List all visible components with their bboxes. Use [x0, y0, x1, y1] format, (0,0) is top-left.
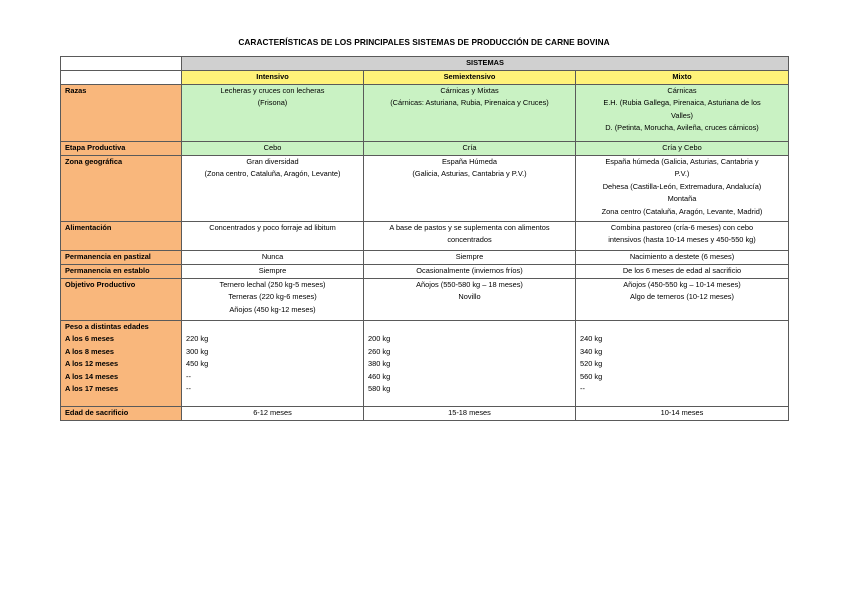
cell-razas-semiextensivo: Cárnicas y Mixtas (Cárnicas: Asturiana, Rubia, Pirenaica y Cruces) [364, 84, 576, 141]
row-sacrificio [61, 406, 789, 420]
row-label-razas: Razas [61, 84, 182, 141]
col-header-semiextensivo: Semiextensivo [364, 70, 576, 84]
col-header-mixto: Mixto [576, 70, 789, 84]
row-label-establo: Permanencia en establo [61, 264, 182, 278]
row-label-etapa: Etapa Productiva [61, 141, 182, 155]
cell-establo-intensivo: Siempre [182, 264, 364, 278]
cell-razas-mixto: Cárnicas E.H. (Rubia Gallega, Pirenaica, Asturiana de los Valles) D. (Petinta, Morucha, Avileña, cruces cárnicos) [576, 84, 789, 141]
cell-zona-semiextensivo: España Húmeda (Galicia, Asturias, Cantabria y P.V.) [364, 155, 576, 221]
cell-zona-intensivo: Gran diversidad (Zona centro, Cataluña, Aragón, Levante) [182, 155, 364, 221]
row-label-sacrificio: Edad de sacrificio [61, 406, 182, 420]
cell-pastizal-mixto: Nacimiento a destete (6 meses) [576, 250, 789, 264]
cell-objetivo-intensivo: Ternero lechal (250 kg-5 meses) Terneras (220 kg-6 meses) Añojos (450 kg-12 meses) [182, 278, 364, 320]
col-header-intensivo: Intensivo [182, 70, 364, 84]
corner-cell [61, 57, 182, 71]
row-etapa [61, 141, 789, 155]
cell-alimentacion-semiextensivo: A base de pastos y se suplementa con alimentos concentrados [364, 221, 576, 250]
cell-establo-semiextensivo: Ocasionalmente (inviernos fríos) [364, 264, 576, 278]
cell-objetivo-semiextensivo: Añojos (550-580 kg – 18 meses) Novillo [364, 278, 576, 320]
cell-etapa-mixto: Cría y Cebo [576, 141, 789, 155]
peso-age-label: A los 6 meses [65, 334, 115, 343]
cell-sacrificio-intensivo: 6-12 meses [182, 406, 364, 420]
production-systems-table [60, 56, 789, 421]
peso-age-label: A los 8 meses [65, 346, 115, 356]
row-establo [61, 264, 789, 278]
row-pastizal [61, 250, 789, 264]
row-label-objetivo: Objetivo Productivo [61, 278, 182, 320]
row-label-zona: Zona geográfica [61, 155, 182, 221]
row-zona [61, 155, 789, 221]
page-title: CARACTERÍSTICAS DE LOS PRINCIPALES SISTEMAS DE PRODUCCIÓN DE CARNE BOVINA [238, 37, 610, 47]
row-label-peso [61, 320, 182, 406]
cell-alimentacion-intensivo: Concentrados y poco forraje ad libitum [182, 221, 364, 250]
row-objetivo [61, 278, 789, 320]
cell-establo-mixto: De los 6 meses de edad al sacrificio [576, 264, 789, 278]
peso-heading: Peso a distintas edades [65, 321, 149, 331]
cell-pastizal-semiextensivo: Siempre [364, 250, 576, 264]
row-razas [61, 84, 789, 141]
row-peso [61, 320, 789, 406]
cell-sacrificio-semiextensivo: 15-18 meses [364, 406, 576, 420]
row-alimentacion [61, 221, 789, 250]
peso-age-label: A los 17 meses [65, 384, 119, 393]
peso-age-label: A los 14 meses [65, 371, 119, 381]
cell-razas-intensivo: Lecheras y cruces con lecheras (Frisona) [182, 84, 364, 141]
cell-peso-semiextensivo: 200 kg 260 kg 380 kg 460 kg 580 kg [364, 320, 576, 406]
peso-age-label: A los 12 meses [65, 359, 119, 368]
corner-cell-2 [61, 70, 182, 84]
cell-peso-mixto: 240 kg 340 kg 520 kg 560 kg -- [576, 320, 789, 406]
cell-sacrificio-mixto: 10-14 meses [576, 406, 789, 420]
cell-etapa-intensivo: Cebo [182, 141, 364, 155]
row-label-alimentacion: Alimentación [61, 221, 182, 250]
cell-objetivo-mixto: Añojos (450-550 kg – 10-14 meses) Algo de terneros (10-12 meses) [576, 278, 789, 320]
cell-alimentacion-mixto: Combina pastoreo (cría-6 meses) con cebo intensivos (hasta 10-14 meses y 450-550 kg) [576, 221, 789, 250]
cell-etapa-semiextensivo: Cría [364, 141, 576, 155]
cell-peso-intensivo: 220 kg 300 kg 450 kg -- -- [182, 320, 364, 406]
row-label-pastizal: Permanencia en pastizal [61, 250, 182, 264]
cell-pastizal-intensivo: Nunca [182, 250, 364, 264]
systems-group-header: SISTEMAS [182, 57, 789, 71]
cell-zona-mixto: España húmeda (Galicia, Asturias, Cantabria y P.V.) Dehesa (Castilla-León, Extremadura, Andalucía) Montaña Zona centro (Cataluña, Aragón, Levante, Madrid) [576, 155, 789, 221]
